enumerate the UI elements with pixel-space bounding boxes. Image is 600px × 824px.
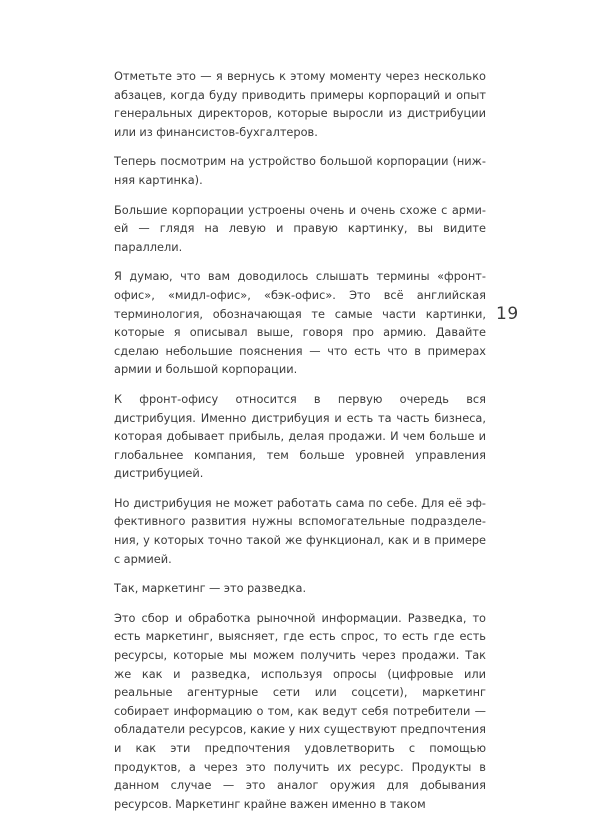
paragraph-8: Это сбор и обработка рыночной информации. Разведка, то есть маркетинг, выясняет, где есть спрос, то есть где есть ресурсы, которые мы можем получить через продажи. Так же как и разведка, используя опросы (цифровые или реальные агентурные сети или соцсети), маркетинг собирает информацию о том, как ведут себя потребители — обладатели ресурсов, какие у них существуют предпочтения и как эти предпочтения удовлетворить с помощью продуктов, а через это получить их ресурс. Продукты в данном случае — это аналог оружия для добывания ресурсов. Маркетинг крайне важен именно в таком bbox=[114, 610, 486, 811]
paragraph-3: Большие корпорации устроены очень и очень схоже с армией — глядя на левую и правую картинку, вы видите параллели. bbox=[114, 202, 486, 254]
paragraph-6: Но дистрибуция не может работать сама по себе. Для её эффективного развития нужны вспомогательные подразделения, у которых точно такой же функционал, как и в примере с армией. bbox=[114, 495, 486, 566]
body-text bbox=[114, 67, 486, 824]
paragraph-7: Так, маркетинг — это разведка. bbox=[114, 581, 307, 596]
paragraph-4: Я думаю, что вам доводилось слышать термины «фронт-офис», «мидл-офис», «бэк-офис». Это всё английская терминология, обозначающая те самые части картинки, которые я описывал выше, говоря про армию. Давайте сделаю небольшие пояснения — что есть что в примерах армии и большой корпорации. bbox=[114, 269, 486, 377]
paragraph-5: К фронт-офису относится в первую очередь вся дистрибуция. Именно дистрибуция и есть та часть бизнеса, которая добывает прибыль, делая продажи. И чем больше и глобальнее компания, тем больше уровней управления дистрибуцией. bbox=[114, 391, 486, 481]
page-number: 19 bbox=[496, 304, 519, 324]
paragraph-1: Отметьте это — я вернусь к этому моменту через несколько абзацев, когда буду приводить примеры корпораций и опыт генеральных директоров, которые выросли из дистрибуции или из финансистов-бухгалтеров. bbox=[114, 69, 486, 139]
paragraph-2: Теперь посмотрим на устройство большой корпорации (нижняя картинка). bbox=[114, 154, 486, 187]
